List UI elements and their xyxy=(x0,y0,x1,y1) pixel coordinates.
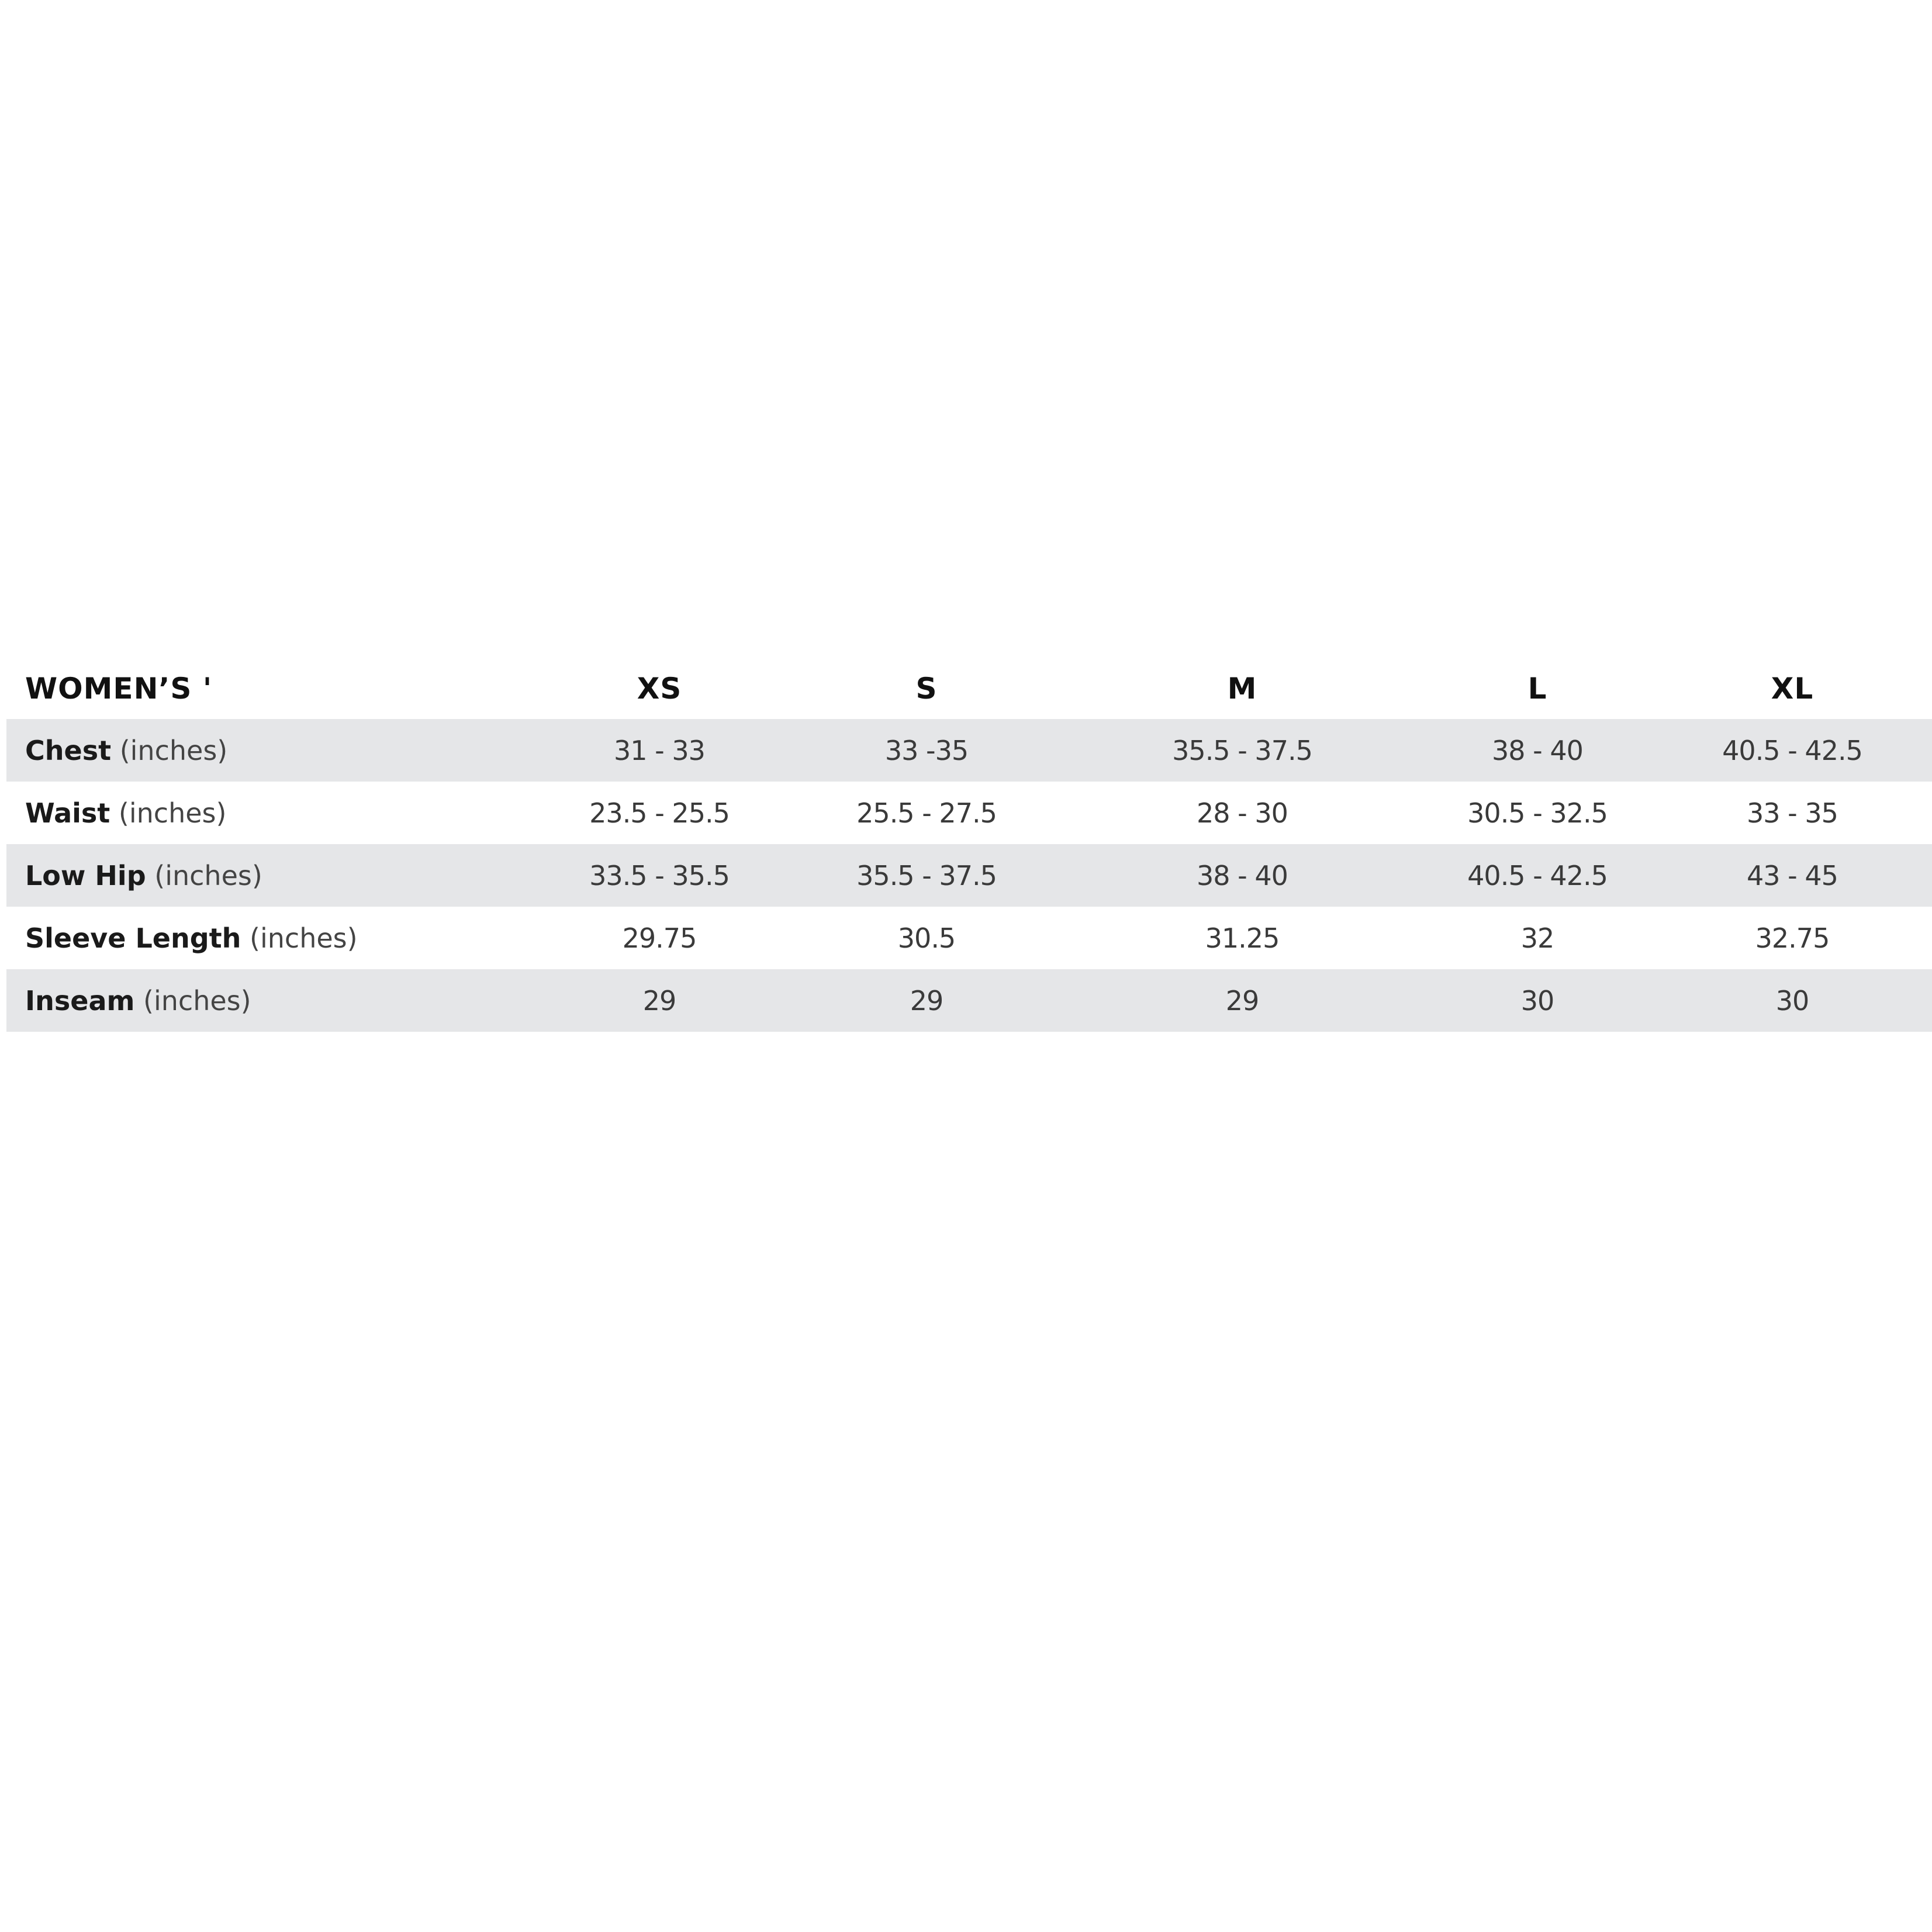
table-title: WOMEN’S ' xyxy=(25,671,213,706)
table-cell: 28 - 30 xyxy=(1062,782,1422,844)
row-label xyxy=(6,907,528,969)
table-cell: 33 -35 xyxy=(791,719,1062,782)
table-cell: 33.5 - 35.5 xyxy=(528,844,791,907)
size-header-m: M xyxy=(1227,671,1257,706)
size-header-xl: XL xyxy=(1771,671,1814,706)
table-cell: 29.75 xyxy=(528,907,791,969)
table-row-sleeve-length xyxy=(6,907,1932,969)
table-cell: 30.5 xyxy=(791,907,1062,969)
measurement-name: Waist xyxy=(25,797,110,829)
measurement-unit: (inches) xyxy=(241,922,358,954)
table-row-low-hip xyxy=(6,844,1932,907)
table-cell: 30 xyxy=(1422,969,1653,1032)
row-label xyxy=(6,844,528,907)
table-cell: 29 xyxy=(791,969,1062,1032)
size-header-l: L xyxy=(1527,671,1547,706)
table-cell: 32.75 xyxy=(1653,907,1932,969)
header-row xyxy=(6,658,1932,719)
table-cell: 32 xyxy=(1422,907,1653,969)
table-cell: 30 xyxy=(1653,969,1932,1032)
table-cell: 35.5 - 37.5 xyxy=(791,844,1062,907)
size-header-s: S xyxy=(915,671,938,706)
table-cell: 35.5 - 37.5 xyxy=(1062,719,1422,782)
table-cell: 29 xyxy=(1062,969,1422,1032)
table-row-chest xyxy=(6,719,1932,782)
measurement-unit: (inches) xyxy=(146,859,262,891)
row-label xyxy=(6,782,528,844)
measurement-name: Sleeve Length xyxy=(25,922,241,954)
table-cell: 23.5 - 25.5 xyxy=(528,782,791,844)
row-label xyxy=(6,719,528,782)
measurement-name: Inseam xyxy=(25,984,135,1017)
size-chart-table xyxy=(6,658,1932,1032)
size-header-xs: XS xyxy=(637,671,682,706)
measurement-name: Chest xyxy=(25,734,112,766)
table-row-waist xyxy=(6,782,1932,844)
table-cell: 33 - 35 xyxy=(1653,782,1932,844)
table-cell: 38 - 40 xyxy=(1062,844,1422,907)
measurement-unit: (inches) xyxy=(111,734,228,766)
table-cell: 31 - 33 xyxy=(528,719,791,782)
table-cell: 38 - 40 xyxy=(1422,719,1653,782)
measurement-unit: (inches) xyxy=(110,797,227,829)
table-cell: 43 - 45 xyxy=(1653,844,1932,907)
table-cell: 31.25 xyxy=(1062,907,1422,969)
measurement-name: Low Hip xyxy=(25,859,146,891)
table-cell: 40.5 - 42.5 xyxy=(1653,719,1932,782)
table-cell: 29 xyxy=(528,969,791,1032)
table-cell: 25.5 - 27.5 xyxy=(791,782,1062,844)
row-label xyxy=(6,969,528,1032)
table-cell: 40.5 - 42.5 xyxy=(1422,844,1653,907)
table-row-inseam xyxy=(6,969,1932,1032)
table-cell: 30.5 - 32.5 xyxy=(1422,782,1653,844)
measurement-unit: (inches) xyxy=(134,984,251,1017)
